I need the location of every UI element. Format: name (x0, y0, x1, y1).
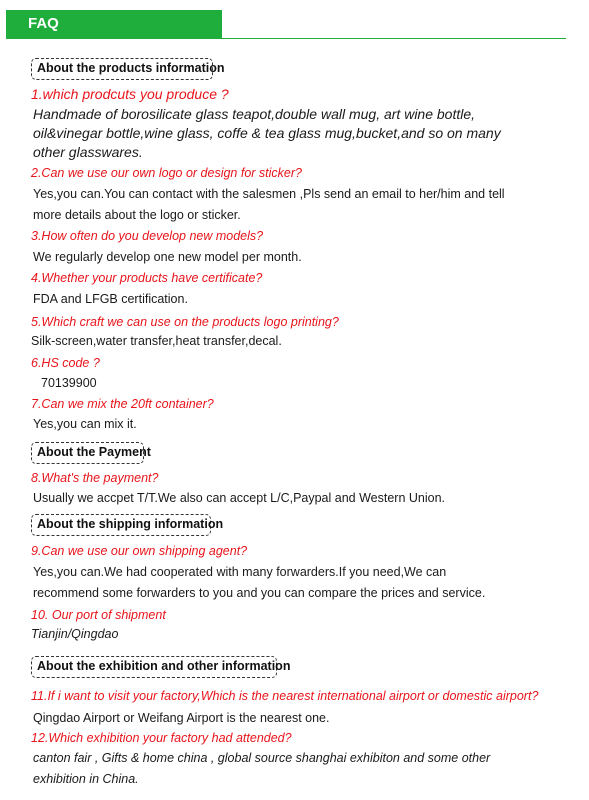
faq-answer-9-line-2: recommend some forwarders to you and you can compare the prices and service. (33, 586, 486, 600)
faq-answer-8: Usually we accpet T/T.We also can accept L/C,Paypal and Western Union. (33, 491, 446, 505)
faq-answer-12-line-2: exhibition in China. (33, 772, 139, 786)
faq-question-6: 6.HS code ? (31, 356, 100, 370)
faq-answer-3: We regularly develop one new model per month. (33, 250, 302, 264)
section-payment-heading: About the Payment (31, 442, 144, 464)
faq-question-2: 2.Can we use our own logo or design for sticker? (31, 166, 302, 180)
faq-answer-11: Qingdao Airport or Weifang Airport is the nearest one. (33, 711, 330, 725)
faq-answer-5: Silk-screen,water transfer,heat transfer,decal. (31, 334, 282, 348)
faq-header-bar (6, 10, 222, 38)
section-products-heading: About the products information (31, 58, 213, 80)
faq-answer-2-line-1: Yes,you can.You can contact with the salesmen ,Pls send an email to her/him and tell (33, 187, 505, 201)
faq-question-11: 11.If i want to visit your factory,Which is the nearest international airport or domestic airport? (31, 689, 539, 703)
faq-answer-1-line-1: Handmade of borosilicate glass teapot,double wall mug, art wine bottle, (33, 106, 476, 122)
section-shipping-heading: About the shipping information (31, 514, 211, 536)
section-exhibition-heading: About the exhibition and other information (31, 656, 277, 678)
faq-answer-9-line-1: Yes,you can.We had cooperated with many forwarders.If you need,We can (33, 565, 447, 579)
faq-answer-10: Tianjin/Qingdao (31, 627, 119, 641)
faq-question-3: 3.How often do you develop new models? (31, 229, 264, 243)
header-divider (6, 38, 566, 39)
faq-answer-7: Yes,you can mix it. (33, 417, 137, 431)
faq-answer-12-line-1: canton fair , Gifts & home china , global source shanghai exhibiton and some other (33, 751, 491, 765)
faq-question-1: 1.which prodcuts you produce ? (31, 86, 229, 102)
faq-question-10: 10. Our port of shipment (31, 608, 166, 622)
faq-answer-2-line-2: more details about the logo or sticker. (33, 208, 241, 222)
faq-question-9: 9.Can we use our own shipping agent? (31, 544, 248, 558)
faq-question-5: 5.Which craft we can use on the products logo printing? (31, 315, 339, 329)
faq-question-12: 12.Which exhibition your factory had attended? (31, 731, 292, 745)
faq-answer-6: 70139900 (41, 376, 97, 390)
faq-answer-1-line-3: other glasswares. (33, 144, 143, 160)
faq-title: FAQ (28, 15, 59, 32)
faq-question-8: 8.What's the payment? (31, 471, 159, 485)
faq-answer-1-line-2: oil&vinegar bottle,wine glass, coffe & tea glass mug,bucket,and so on many (33, 125, 501, 141)
faq-answer-4: FDA and LFGB certification. (33, 292, 188, 306)
faq-question-4: 4.Whether your products have certificate? (31, 271, 263, 285)
faq-question-7: 7.Can we mix the 20ft container? (31, 397, 214, 411)
